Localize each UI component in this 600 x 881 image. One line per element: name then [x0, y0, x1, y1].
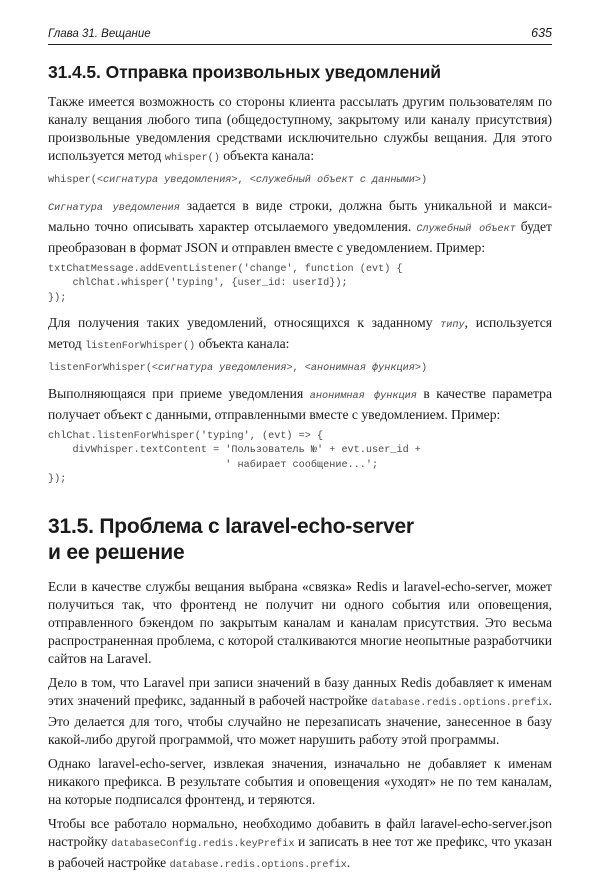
chapter-title: Глава 31. Вещание: [48, 28, 151, 40]
paragraph-echo-server-behavior: Однако laravel-echo-server, извлекая значения, изначально не добавляет к именам никакого префикса. В результате события и оповещения «уходят» не по тем каналам, на которые подписался фронтенд, и теряются.: [48, 755, 552, 807]
paragraph-anonymous-function: Выполняющаяся при приеме уведомления анонимная функция в качестве параметра получает объект с данными, отправленными вместе с уведомлением. Пример:: [48, 385, 552, 422]
code-example-listen: chlChat.listenForWhisper('typing', (evt) => { divWhisper.textContent = 'Пользователь №' + evt.user_id + ' набирает сообщение...'; });: [48, 430, 421, 485]
paragraph-problem: Если в качестве службы вещания выбрана «связка» Redis и laravel-echo-server, может получиться так, что фронтенд не получит ни одного события или оповещения, отправленного бэкендом по закрытым каналам и каналам присутствия. Это весьма распространенная проблема, с которой сталкиваются многие неопытные разработчики сайтов на Laravel.: [48, 578, 552, 666]
paragraph-listen-intro: Для получения таких уведомлений, относящихся к заданному типу, используется метод listenForWhisper() объекта канала:: [48, 315, 553, 352]
page-content: [48, 58, 552, 881]
paragraph-whisper-intro: Также имеется возможность со стороны клиента рассылать другим пользователям по каналу вещания любого типа (общедоступному, закрытому или каналу присутствия) произвольные уведомления средствами исключительно службы вещания. Для этого используется метод whisper() объекта канала:: [48, 94, 552, 164]
config-filename: laravel-echo-server.json: [420, 816, 552, 831]
listenforwhisper-signature: listenForWhisper(<сигнатура уведомления>, <анонимная функция>): [48, 363, 428, 374]
paragraph-solution: Чтобы все работало нормально, необходимо добавить в файл laravel-echo-server.json настройку databaseConfig.redis.keyPrefix и записать в нее тот же префикс, что указан в рабочей настройке database.redis.options.prefix.: [48, 815, 552, 871]
section-heading-31-5: 31.5. Проблема с laravel-echo-server и ее решение: [48, 514, 414, 564]
inline-code-redis-prefix-2: database.redis.options.prefix: [169, 859, 347, 871]
running-header: [48, 24, 552, 45]
whisper-signature: whisper(<сигнатура уведомления>, <служебный объект с данными>): [48, 175, 428, 186]
section-heading-31-4-5: 31.4.5. Отправка произвольных уведомлений: [48, 62, 441, 82]
inline-code-keyprefix: databaseConfig.redis.keyPrefix: [111, 838, 295, 850]
inline-code-listenforwhisper: listenForWhisper(): [85, 341, 196, 352]
paragraph-prefix-cause: Дело в том, что Laravel при записи значений в базу данных Redis добавляет к именам этих значений префикс, заданный в рабочей настройке database.redis.options.prefix. Это делается для того, чтобы случайно не перезаписать значение, занесенное в базу какой-либо другой программой, что может нарушить работу этой программы.: [48, 674, 552, 747]
page-number: 635: [531, 26, 552, 40]
code-example-whisper: txtChatMessage.addEventListener('change', function (evt) { chlChat.whisper('typing', {user_id: userId}); });: [48, 263, 403, 304]
inline-code-whisper: whisper(): [164, 153, 220, 164]
inline-code-redis-prefix: database.redis.options.prefix: [371, 697, 549, 709]
paragraph-signature-description: Сигнатура уведомления задается в виде строки, должна быть уникальной и максимально точно описывать характер отсылаемого уведомления. Служебный объект будет преобразован в формат JSON и отправлен вместе с уведомлением. Пример:: [48, 197, 552, 255]
